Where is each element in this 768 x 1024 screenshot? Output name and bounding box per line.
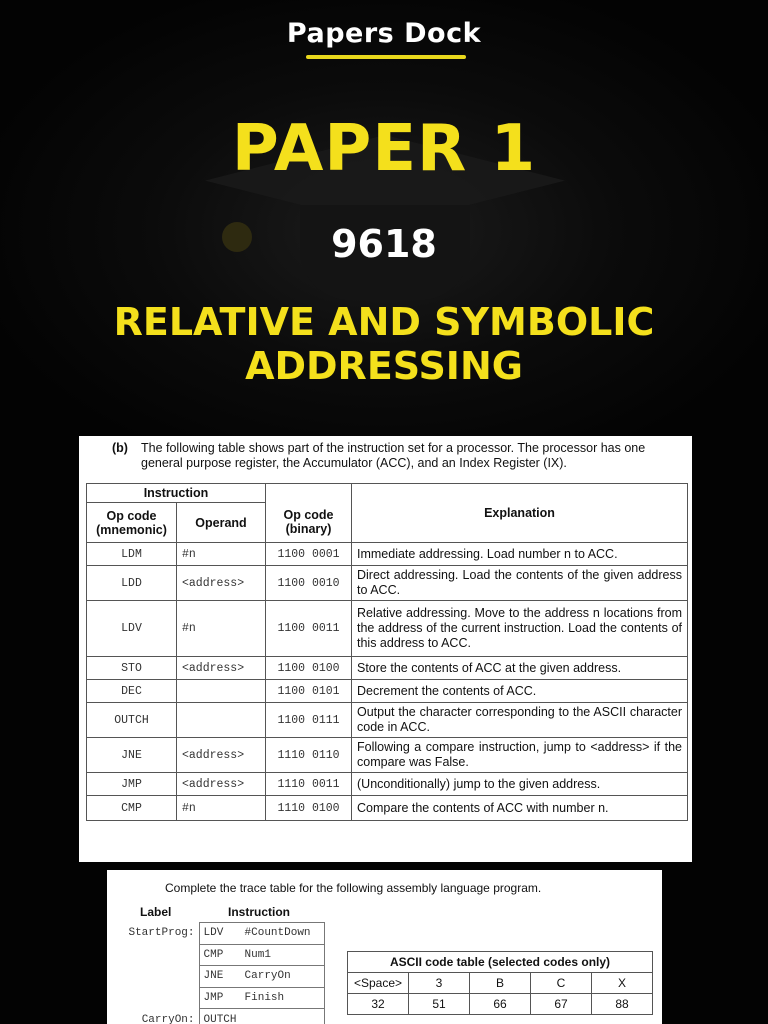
mnemonic-cell: OUTCH bbox=[87, 703, 177, 738]
binary-cell: 1100 0111 bbox=[266, 703, 352, 738]
program-line bbox=[117, 923, 325, 945]
instruction-set-table bbox=[86, 483, 688, 821]
mnemonic-cell: LDM bbox=[87, 543, 177, 566]
ascii-code-cell: 66 bbox=[470, 994, 531, 1015]
logo-underline bbox=[306, 55, 466, 59]
mnemonic-cell: LDD bbox=[87, 566, 177, 601]
program-line bbox=[117, 987, 325, 1009]
ascii-char-cell: X bbox=[592, 973, 653, 994]
mnemonic-cell: LDV bbox=[87, 601, 177, 657]
program-opcode: JMP bbox=[199, 987, 241, 1009]
program-instruction-header: Instruction bbox=[228, 905, 290, 919]
program-label bbox=[117, 987, 199, 1009]
ascii-code-cell: 51 bbox=[409, 994, 470, 1015]
explanation-header: Explanation bbox=[352, 484, 688, 543]
program-operand bbox=[241, 1009, 325, 1024]
explanation-cell: Following a compare instruction, jump to <address> if the compare was False. bbox=[352, 738, 688, 773]
ascii-char-cell: 3 bbox=[409, 973, 470, 994]
ascii-title: ASCII code table (selected codes only) bbox=[348, 952, 653, 973]
ascii-code-cell: 32 bbox=[348, 994, 409, 1015]
table-row bbox=[87, 738, 688, 773]
trace-sheet bbox=[107, 870, 662, 1024]
program-listing bbox=[117, 922, 325, 1024]
binary-cell: 1100 0011 bbox=[266, 601, 352, 657]
operand-cell: #n bbox=[177, 601, 266, 657]
table-row bbox=[87, 566, 688, 601]
operand-cell: <address> bbox=[177, 566, 266, 601]
ascii-char-cell: <Space> bbox=[348, 973, 409, 994]
explanation-cell: (Unconditionally) jump to the given address. bbox=[352, 773, 688, 796]
trace-instruction: Complete the trace table for the following assembly language program. bbox=[165, 881, 542, 895]
program-line bbox=[117, 966, 325, 988]
ascii-code-cell: 88 bbox=[592, 994, 653, 1015]
mnemonic-cell: CMP bbox=[87, 796, 177, 821]
program-line bbox=[117, 944, 325, 966]
mnemonic-header: Op code (mnemonic) bbox=[87, 503, 177, 543]
table-row bbox=[87, 601, 688, 657]
program-operand: #CountDown bbox=[241, 923, 325, 945]
ascii-code-cell: 67 bbox=[531, 994, 592, 1015]
program-opcode: OUTCH bbox=[199, 1009, 241, 1024]
operand-cell bbox=[177, 703, 266, 738]
syllabus-code: 9618 bbox=[331, 222, 437, 266]
label-header: Label bbox=[140, 905, 172, 919]
explanation-cell: Decrement the contents of ACC. bbox=[352, 680, 688, 703]
operand-header: Operand bbox=[177, 503, 266, 543]
instruction-header: Instruction bbox=[87, 484, 266, 503]
mnemonic-cell: DEC bbox=[87, 680, 177, 703]
ascii-char-cell: C bbox=[531, 973, 592, 994]
program-label bbox=[117, 966, 199, 988]
program-label: CarryOn: bbox=[141, 1013, 195, 1024]
question-text: The following table shows part of the instruction set for a processor. The processor has one general purpose register, the Accumulator (ACC), and an Index Register (IX). bbox=[141, 441, 646, 470]
program-operand: Num1 bbox=[241, 944, 325, 966]
ascii-char-cell: B bbox=[470, 973, 531, 994]
program-line bbox=[117, 1009, 325, 1024]
ascii-codes-row bbox=[348, 994, 653, 1015]
explanation-cell: Direct addressing. Load the contents of the given address to ACC. bbox=[352, 566, 688, 601]
program-operand: Finish bbox=[241, 987, 325, 1009]
instruction-rows bbox=[87, 543, 688, 821]
explanation-cell: Compare the contents of ACC with number n. bbox=[352, 796, 688, 821]
page-title: PAPER 1 bbox=[231, 112, 537, 186]
program-opcode: CMP bbox=[199, 944, 241, 966]
binary-header: Op code (binary) bbox=[266, 503, 352, 543]
binary-cell: 1100 0100 bbox=[266, 657, 352, 680]
explanation-cell: Immediate addressing. Load number n to ACC. bbox=[352, 543, 688, 566]
topic-title-line-2: ADDRESSING bbox=[245, 344, 523, 388]
operand-cell: <address> bbox=[177, 657, 266, 680]
topic-title bbox=[0, 300, 768, 388]
binary-cell: 1100 0010 bbox=[266, 566, 352, 601]
program-opcode: LDV bbox=[199, 923, 241, 945]
topic-title-line-1: RELATIVE AND SYMBOLIC bbox=[113, 300, 655, 344]
operand-cell: <address> bbox=[177, 773, 266, 796]
program-opcode: JNE bbox=[199, 966, 241, 988]
table-row bbox=[87, 543, 688, 566]
mnemonic-cell: JMP bbox=[87, 773, 177, 796]
explanation-cell: Output the character corresponding to the ASCII character code in ACC. bbox=[352, 703, 688, 738]
operand-cell: #n bbox=[177, 796, 266, 821]
program-label: StartProg: bbox=[128, 927, 195, 940]
ascii-table bbox=[347, 951, 653, 1015]
table-row bbox=[87, 680, 688, 703]
explanation-cell: Relative addressing. Move to the address n locations from the address of the current instruction. Load the contents of this address to ACC. bbox=[352, 601, 688, 657]
operand-cell bbox=[177, 680, 266, 703]
binary-cell: 1100 0001 bbox=[266, 543, 352, 566]
binary-cell: 1100 0101 bbox=[266, 680, 352, 703]
mnemonic-cell: JNE bbox=[87, 738, 177, 773]
table-row bbox=[87, 703, 688, 738]
question-label: (b) bbox=[112, 441, 128, 455]
table-row bbox=[87, 657, 688, 680]
binary-cell: 1110 0011 bbox=[266, 773, 352, 796]
table-row bbox=[87, 796, 688, 821]
operand-cell: <address> bbox=[177, 738, 266, 773]
table-row bbox=[87, 773, 688, 796]
operand-cell: #n bbox=[177, 543, 266, 566]
binary-cell: 1110 0100 bbox=[266, 796, 352, 821]
ascii-chars-row bbox=[348, 973, 653, 994]
question-sheet bbox=[79, 436, 692, 862]
blank-header bbox=[266, 484, 352, 503]
program-operand: CarryOn bbox=[241, 966, 325, 988]
brand-logo: Papers Dock bbox=[286, 18, 482, 49]
mnemonic-cell: STO bbox=[87, 657, 177, 680]
binary-cell: 1110 0110 bbox=[266, 738, 352, 773]
explanation-cell: Store the contents of ACC at the given address. bbox=[352, 657, 688, 680]
program-label bbox=[117, 944, 199, 966]
